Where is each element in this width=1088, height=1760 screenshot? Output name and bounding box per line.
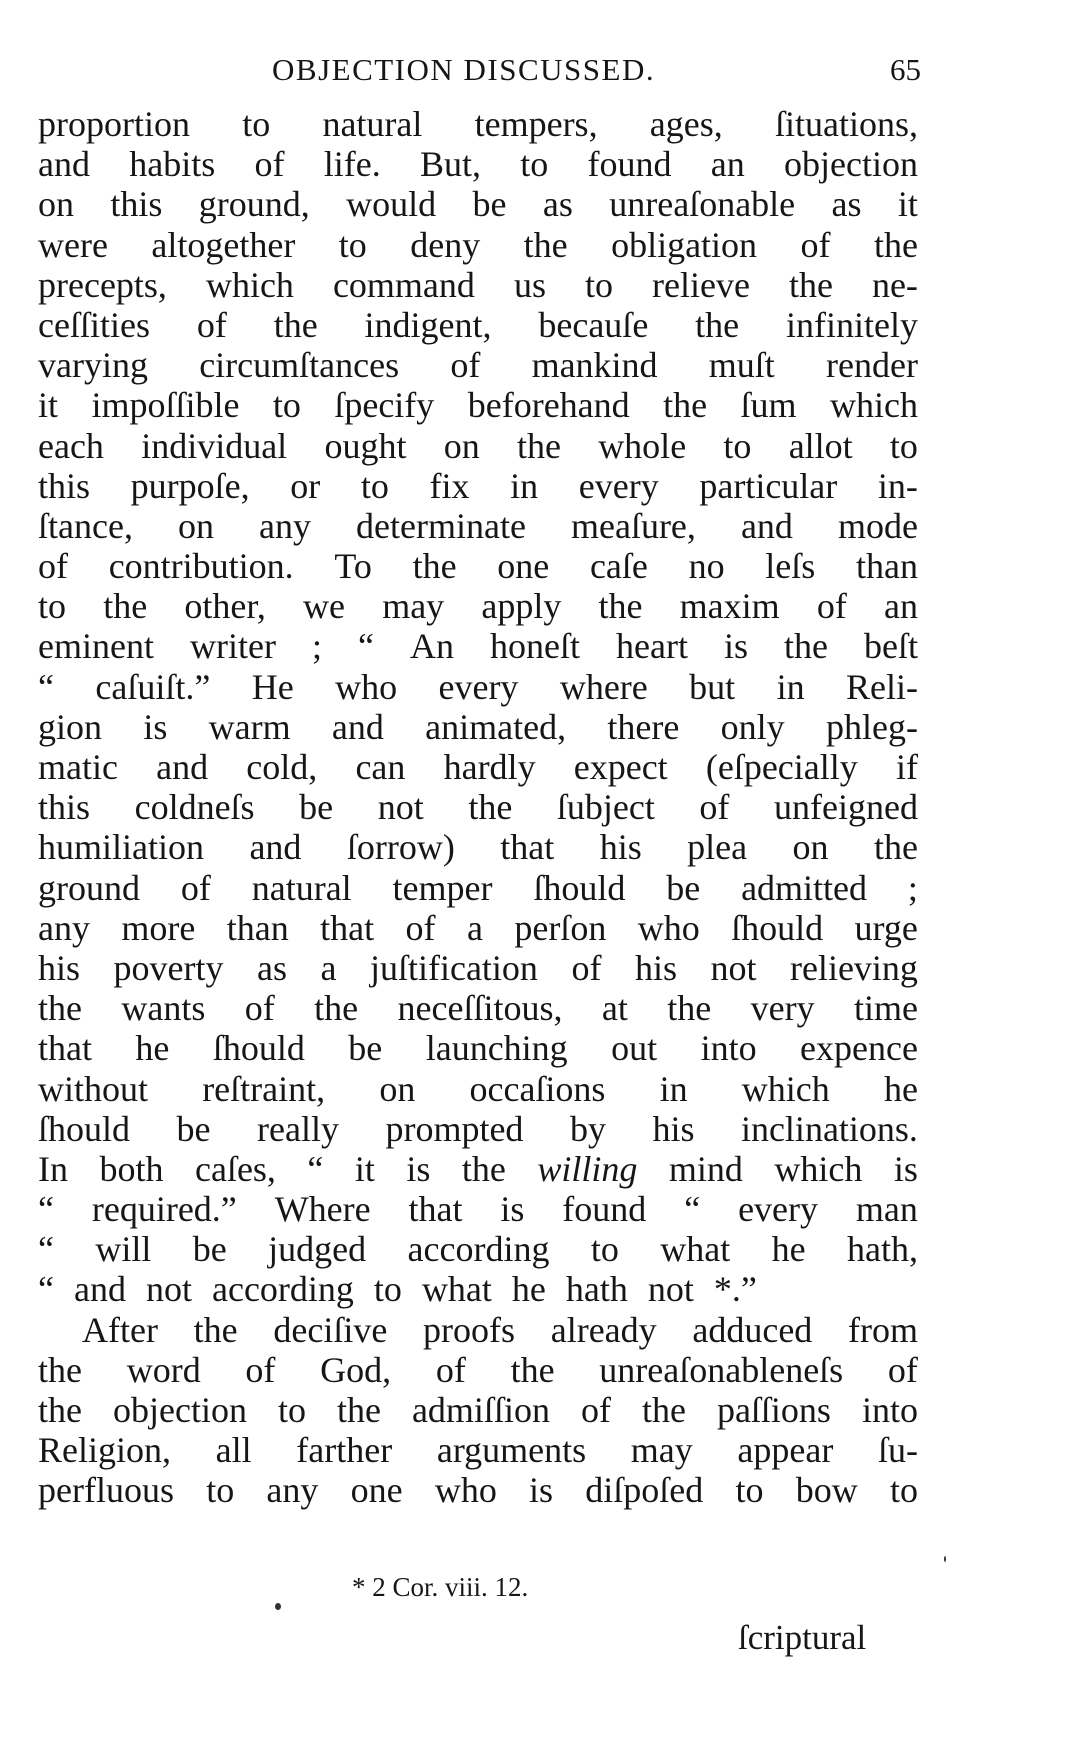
text-line: ſtance, on any determinate meaſure, and mode bbox=[38, 505, 918, 546]
text-line: “ will be judged according to what he hath, bbox=[38, 1229, 918, 1270]
text-line: varying circumſtances of mankind muſt render bbox=[38, 345, 918, 386]
text-line: and habits of life. But, to found an objection bbox=[38, 144, 918, 185]
text-line: gion is warm and animated, there only phleg- bbox=[38, 706, 918, 747]
running-head bbox=[0, 52, 1088, 92]
text-line: matic and cold, can hardly expect (eſpecially if bbox=[38, 747, 918, 787]
running-title: OBJECTION DISCUSSED. bbox=[272, 52, 656, 87]
text-line: without reſtraint, on occaſions in which he bbox=[38, 1068, 918, 1109]
text-line: his poverty as a juſtification of his not relieving bbox=[38, 947, 918, 988]
text-line: “ required.” Where that is found “ every man bbox=[38, 1189, 918, 1230]
catchword: ſcriptural bbox=[738, 1618, 867, 1657]
text-line: the wants of the neceſſitous, at the very time bbox=[38, 988, 918, 1029]
ink-speck bbox=[944, 1556, 946, 1562]
text-line: “ and not according to what he hath not *.” bbox=[38, 1269, 757, 1310]
body-text bbox=[38, 104, 918, 1511]
text-line: were altogether to deny the obligation of the bbox=[38, 224, 918, 265]
text-line: proportion to natural tempers, ages, ſituations, bbox=[38, 104, 918, 144]
text-line: In both caſes, “ it is the willing mind which is bbox=[38, 1148, 918, 1189]
text-line: perfluous to any one who is diſpoſed to bow to bbox=[38, 1470, 918, 1511]
text-line: After the deciſive proofs already adduced from bbox=[82, 1309, 918, 1350]
text-line: eminent writer ; “ An honeſt heart is the beſt bbox=[38, 626, 918, 667]
text-line: the objection to the admiſſion of the paſſions into bbox=[38, 1390, 918, 1430]
text-line: each individual ought on the whole to allot to bbox=[38, 425, 918, 466]
text-line: Religion, all farther arguments may appear ſu- bbox=[38, 1430, 918, 1471]
text-line: “ caſuiſt.” He who every where but in Reli- bbox=[38, 666, 918, 707]
text-line: on this ground, would be as unreaſonable as it bbox=[38, 184, 918, 225]
text-line: it impoſſible to ſpecify beforehand the ſum which bbox=[38, 385, 918, 426]
page-number: 65 bbox=[890, 52, 921, 87]
text-line: of contribution. To the one caſe no leſs than bbox=[38, 546, 918, 587]
text-line: ſhould be really prompted by his inclinations. bbox=[38, 1108, 918, 1149]
text-line: precepts, which command us to relieve the ne- bbox=[38, 264, 918, 305]
text-line: this purpoſe, or to fix in every particular in- bbox=[38, 465, 918, 506]
text-line: ceſſities of the indigent, becauſe the infinitely bbox=[38, 304, 918, 345]
text-line: this coldneſs be not the ſubject of unfeigned bbox=[38, 787, 918, 828]
text-line: any more than that of a perſon who ſhould urge bbox=[38, 907, 918, 948]
ink-speck bbox=[275, 1603, 281, 1610]
text-line: that he ſhould be launching out into expence bbox=[38, 1028, 918, 1069]
text-line: ground of natural temper ſhould be admitted ; bbox=[38, 867, 918, 908]
text-line: the word of God, of the unreaſonableneſs of bbox=[38, 1349, 918, 1390]
footnote: * 2 Cor. viii. 12. bbox=[352, 1572, 529, 1602]
text-line: to the other, we may apply the maxim of an bbox=[38, 586, 918, 627]
text-line: humiliation and ſorrow) that his plea on the bbox=[38, 827, 918, 868]
